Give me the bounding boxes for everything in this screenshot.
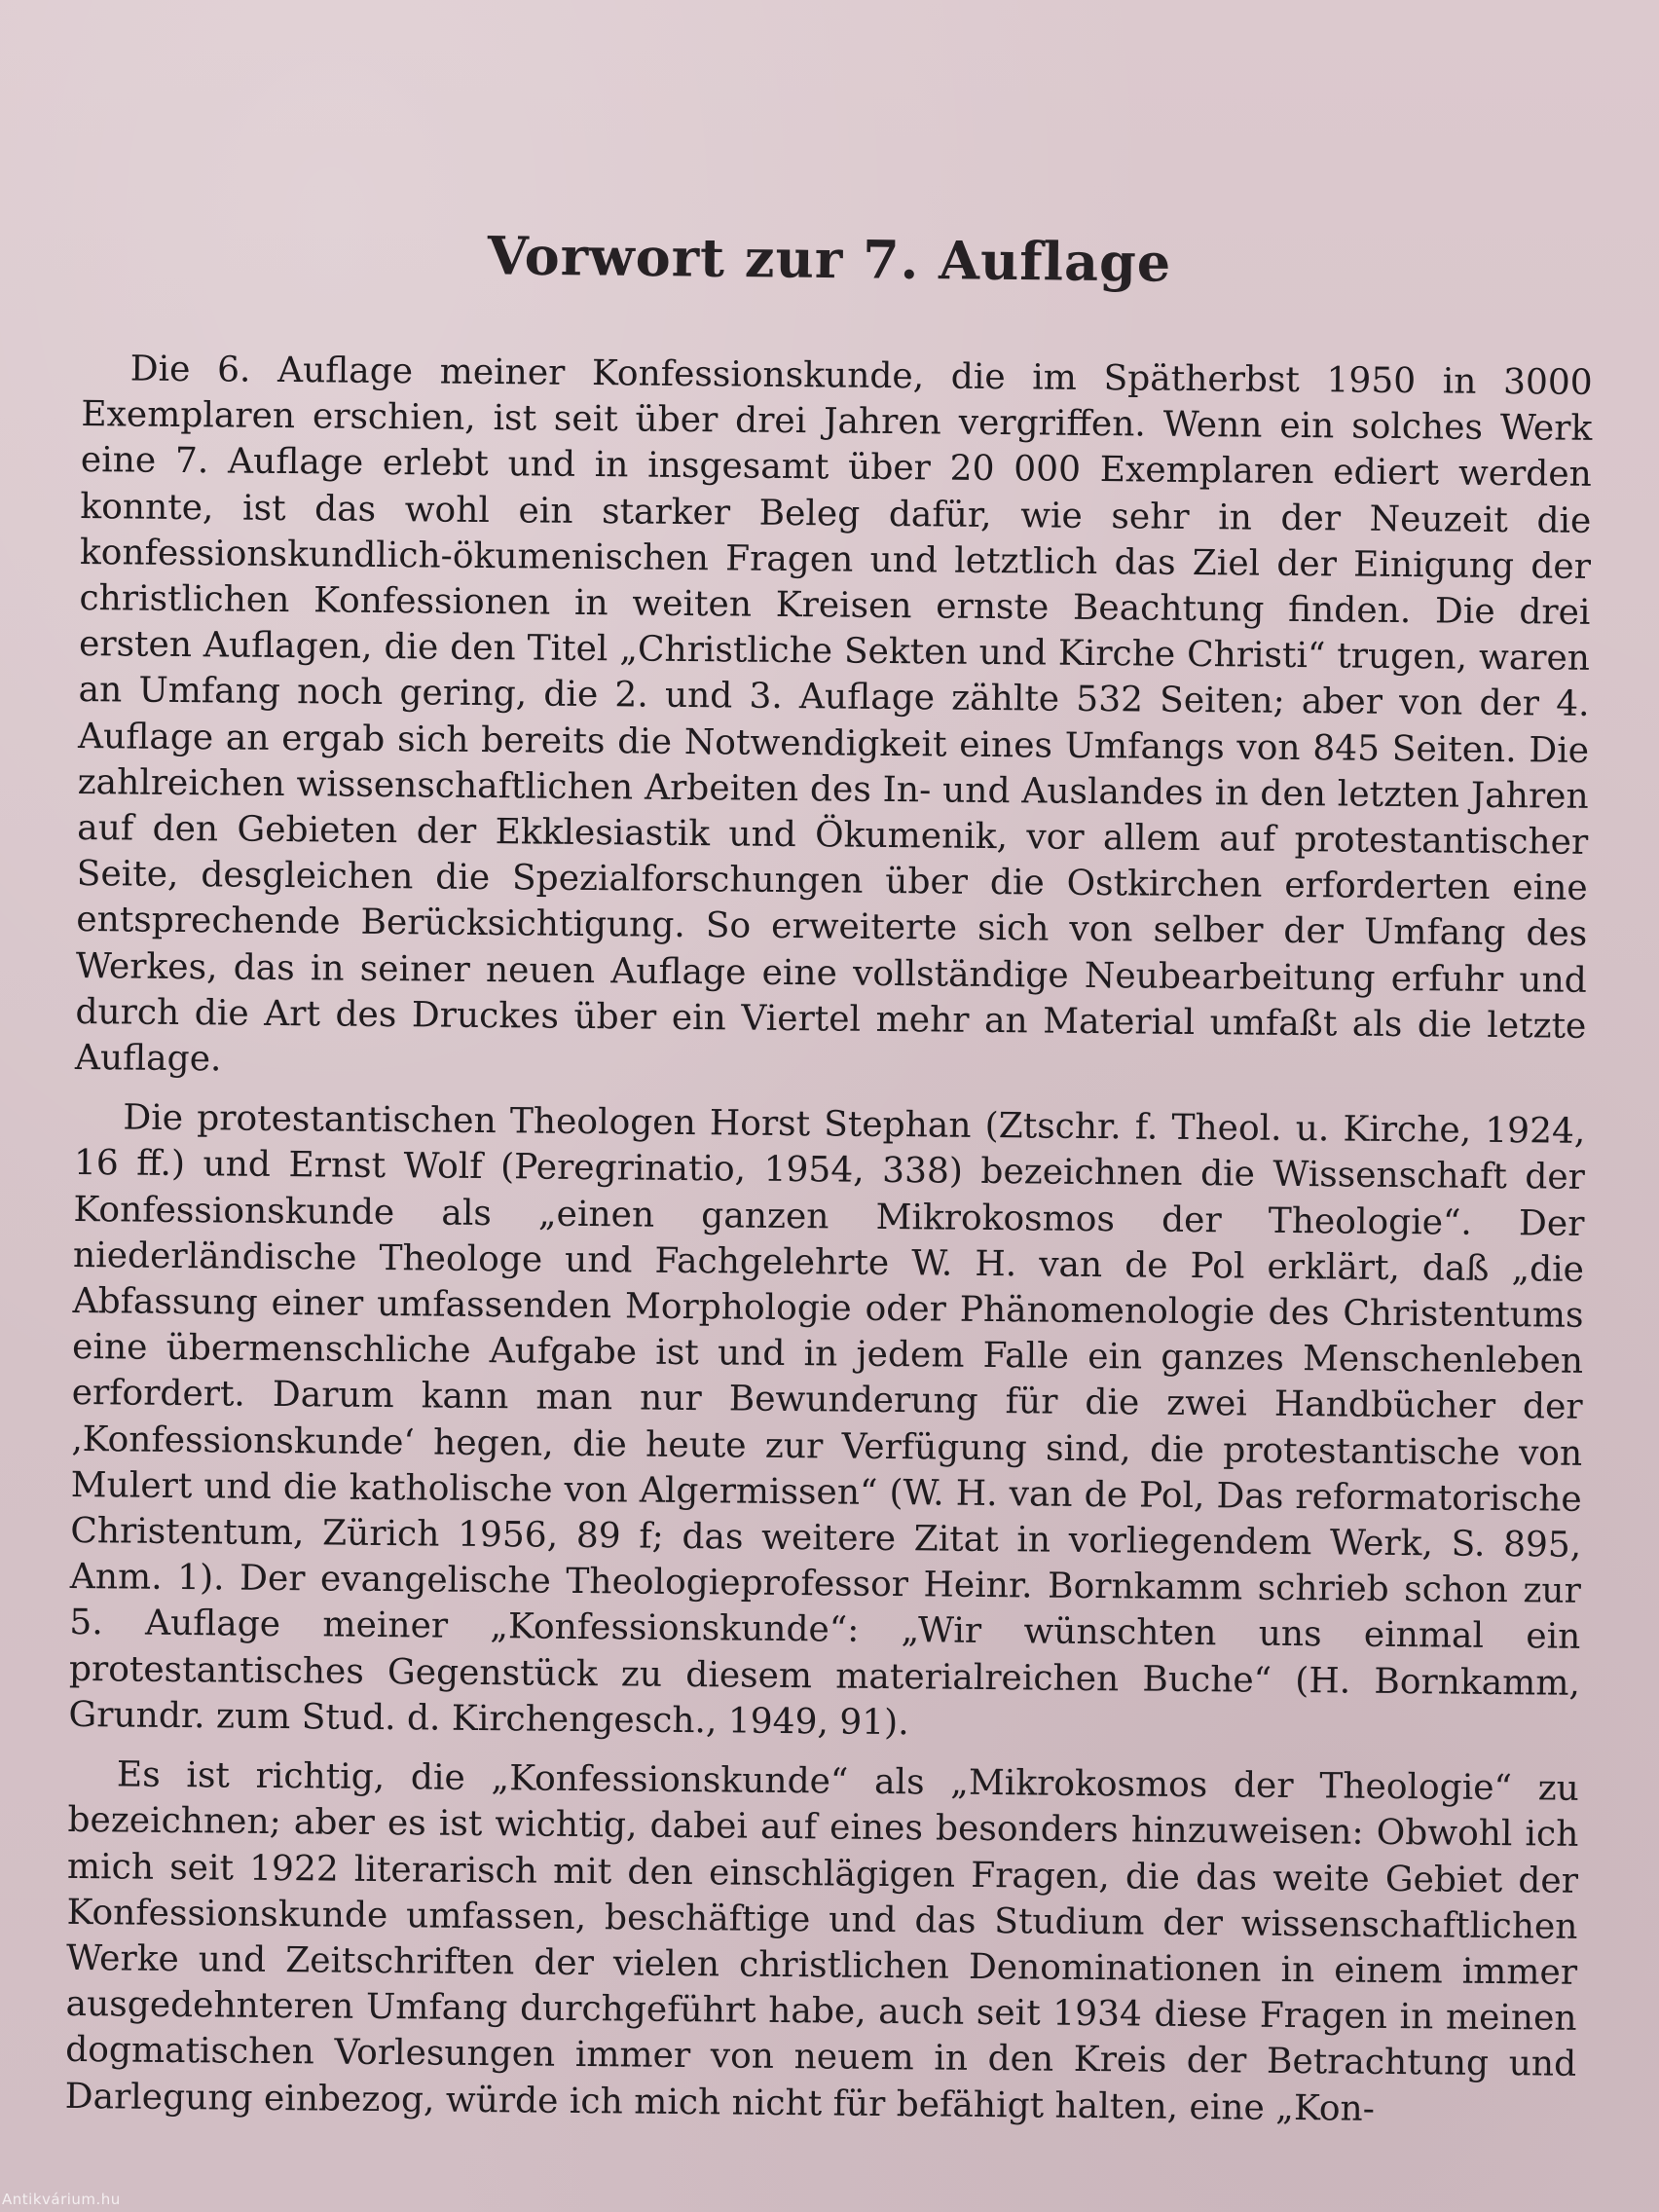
paragraph-2: Die protestantischen Theologen Horst Stephan (Ztschr. f. Theol. u. Kirche, 1924, 16 ff.) und Ernst Wolf (Peregrinatio, 1954, 338) bezeichnen die Wissenschaft der Konfessionskunde als „einen ganzen Mikrokosmos der Theologie“. Der niederländische Theologe und Fachgelehrte W. H. van de Pol erklärt, daß „die Abfassung einer umfassenden Morphologie oder Phänomenologie des Christentums eine übermenschliche Aufgabe ist und in jedem Falle ein ganzes Menschenleben erfordert. Darum kann man nur Bewunderung für die zwei Handbücher der ‚Konfessionskunde‘ hegen, die heute zur Verfügung sind, die protestantische von Mulert und die katholische von Algermissen“ (W. H. van de Pol, Das reformatorische Christentum, Zürich 1956, 89 f; das weitere Zitat in vorliegendem Werk, S. 895, Anm. 1). Der evangelische Theologieprofessor Heinr. Bornkamm schrieb schon zur 5. Auflage meiner „Konfessionskunde“: „Wir wünschten uns einmal ein protestantisches Gegenstück zu diesem materialreichen Buche“ (H. Bornkamm, Grundr. zum Stud. d. Kirchengesch., 1949, 91).	[68, 1097, 1586, 1744]
body-text	[65, 346, 1593, 2134]
watermark: Antikvárium.hu	[2, 2191, 121, 2208]
page-heading: Vorwort zur 7. Auflage	[487, 224, 1172, 294]
paragraph-1: Die 6. Auflage meiner Konfessionskunde, die im Spätherbst 1950 in 3000 Exemplaren erschien, ist seit über drei Jahren vergriffen. Wenn ein solches Werk eine 7. Auflage erlebt und in insgesamt über 20 000 Exemplaren ediert werden konnte, ist das wohl ein starker Beleg dafür, wie sehr in der Neuzeit die konfessionskundlich-ökumenischen Fragen und letztlich das Ziel der Einigung der christlichen Konfessionen in weiten Kreisen ernste Beachtung finden. Die drei ersten Auflagen, die den Titel „Christliche Sekten und Kirche Christi“ trugen, waren an Umfang noch gering, die 2. und 3. Auflage zählte 532 Seiten; aber von der 4. Auflage an ergab sich bereits die Notwendigkeit eines Umfangs von 845 Seiten. Die zahlreichen wissenschaftlichen Arbeiten des In- und Auslandes in den letzten Jahren auf den Gebieten der Ekklesiastik und Ökumenik, vor allem auf protestantischer Seite, desgleichen die Spezialforschungen über die Ostkirchen erforderten eine entsprechende Berücksichtigung. So erweiterte sich von selber der Umfang des Werkes, das in seiner neuen Auflage eine vollständige Neubearbeitung erfuhr und durch die Art des Druckes über ein Viertel mehr an Material umfaßt als die letzte Auflage.	[74, 349, 1593, 1080]
paragraph-3: Es ist richtig, die „Konfessionskunde“ als „Mikrokosmos der Theologie“ zu bezeichnen; aber es ist wichtig, dabei auf eines besonders hinzuweisen: Obwohl ich mich seit 1922 literarisch mit den einschlägigen Fragen, die das weite Gebiet der Konfessionskunde umfassen, beschäftige und das Studium der wissenschaftlichen Werke und Zeitschriften der vielen christlichen Denominationen in einem immer ausgedehnteren Umfang durchgeführt habe, auch seit 1934 diese Fragen in meinen dogmatischen Vorlesungen immer von neuem in den Kreis der Betrachtung und Darlegung einbezog, würde ich mich nicht für befähigt halten, eine „Kon-	[64, 1754, 1580, 2129]
